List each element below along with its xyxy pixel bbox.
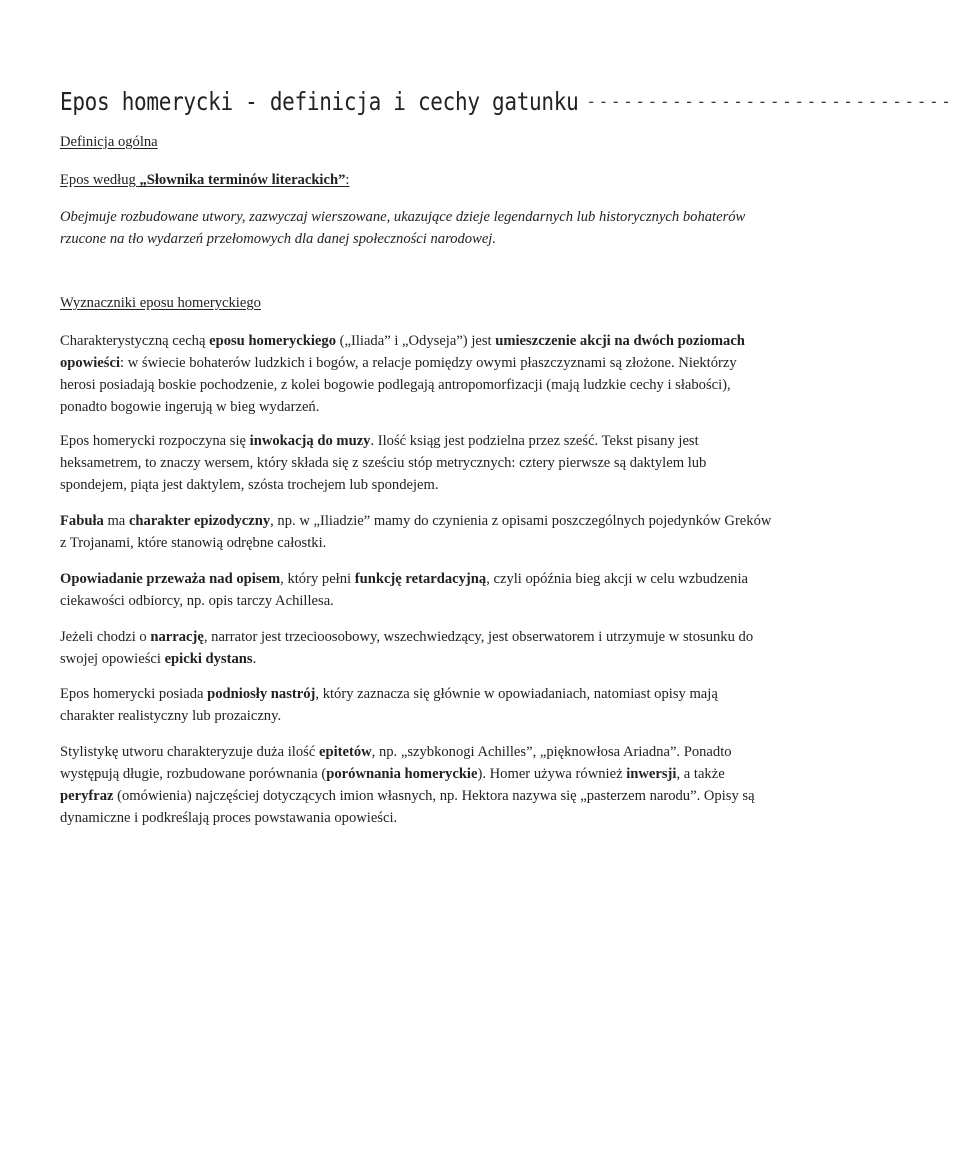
definition-source-line xyxy=(60,169,772,191)
bold-span: Opowiadanie przeważa nad opisem xyxy=(60,571,281,587)
text-span: Charakterystyczną cechą xyxy=(60,333,210,349)
text-span: , narrator jest trzecioosobowy, wszechwiedzący, jest obserwatorem i utrzymuje w stosunku do swojej opowieści xyxy=(60,629,754,667)
bold-span: peryfraz xyxy=(60,788,114,804)
paragraph-plot xyxy=(60,510,772,554)
bold-span: epitetów xyxy=(318,744,372,760)
paragraph-two-levels xyxy=(60,330,772,418)
bold-span: inwersji xyxy=(626,766,677,782)
text-span: , który zaznacza się głównie w opowiadaniach, natomiast opisy mają charakter realistyczny lub prozaiczny. xyxy=(60,686,718,724)
title-dashes-rule: ------------------------------ xyxy=(586,92,953,111)
text-span: ma xyxy=(103,513,129,529)
text-span: , np. „szybkonogi Achilles”, „pięknowłosa Ariadna”. Ponadto występują długie, rozbudowane porównania ( xyxy=(60,744,732,782)
bold-span: epicki dystans xyxy=(164,651,253,667)
bold-span: Fabuła xyxy=(60,513,104,529)
text-span: . Ilość ksiąg jest podzielna przez sześć. Tekst pisany jest heksametrem, to znaczy wersem, który składa się z sześciu stóp metrycznych: cztery pierwsze są daktylem lub spondejem, piąta jest daktylem, szósta trochejem lub spondejem. xyxy=(60,433,707,493)
text-span: Epos homerycki rozpoczyna się xyxy=(60,433,250,449)
text-span: Epos homerycki posiada xyxy=(60,686,208,702)
title-row xyxy=(60,87,953,128)
definition-intro: Epos według xyxy=(60,172,140,188)
text-span: . xyxy=(252,651,257,667)
bold-span: narrację xyxy=(150,629,204,645)
page-title: Epos homerycki - definicja i cechy gatunku xyxy=(60,87,579,116)
definition-source: „Słownika terminów literackich” xyxy=(139,172,346,188)
text-span: ). Homer używa również xyxy=(477,766,627,782)
paragraph-retardation xyxy=(60,568,772,612)
paragraph-mood xyxy=(60,683,772,727)
text-span: Jeżeli chodzi o xyxy=(60,629,151,645)
definition-colon: : xyxy=(345,172,350,188)
bold-span: podniosły nastrój xyxy=(207,686,316,702)
section-heading-definition: Definicja ogólna xyxy=(60,134,158,150)
section-heading-features: Wyznaczniki eposu homeryckiego xyxy=(60,295,261,311)
text-span: („Iliada” i „Odyseja”) jest xyxy=(336,333,496,349)
text-span: : w świecie bohaterów ludzkich i bogów, a relacje pomiędzy owymi płaszczyznami są złożone. Niektórzy herosi posiadają boskie pochodzenie, z kolei bogowie podlegają antropomorfizacji (mają ludzkie cechy i słabości), ponadto bogowie ingerują w bieg wydarzeń. xyxy=(60,355,737,415)
bold-span: funkcję retardacyjną xyxy=(354,571,487,587)
text-span: (omówienia) najczęściej dotyczących imion własnych, np. Hektora nazywa się „pasterzem narodu”. Opisy są dynamiczne i podkreślają proces powstawania opowieści. xyxy=(60,788,755,826)
bold-span: eposu homeryckiego xyxy=(209,333,336,349)
bold-span: inwokacją do muzy xyxy=(249,433,371,449)
text-span: , a także xyxy=(676,766,725,782)
paragraph-stylistics xyxy=(60,741,772,829)
bold-span: charakter epizodyczny xyxy=(128,513,271,529)
text-span: Stylistykę utworu charakteryzuje duża ilość xyxy=(60,744,319,760)
paragraph-invocation xyxy=(60,430,772,496)
text-span: , który pełni xyxy=(280,571,355,587)
text-span: , np. w „Iliadzie” mamy do czynienia z opisami poszczególnych pojedynków Greków z Trojanami, które stanowią odrębne całostki. xyxy=(60,513,772,551)
bold-span: porównania homeryckie xyxy=(326,766,478,782)
bold-span: umieszczenie akcji na dwóch poziomach opowieści xyxy=(60,333,745,371)
text-span: , czyli opóźnia bieg akcji w celu wzbudzenia ciekawości odbiorcy, np. opis tarczy Achillesa. xyxy=(60,571,748,609)
paragraph-narration xyxy=(60,626,772,670)
definition-quote: Obejmuje rozbudowane utwory, zazwyczaj wierszowane, ukazujące dzieje legendarnych lub historycznych bohaterów rzucone na tło wydarzeń przełomowych dla danej społeczności narodowej. xyxy=(60,209,746,247)
